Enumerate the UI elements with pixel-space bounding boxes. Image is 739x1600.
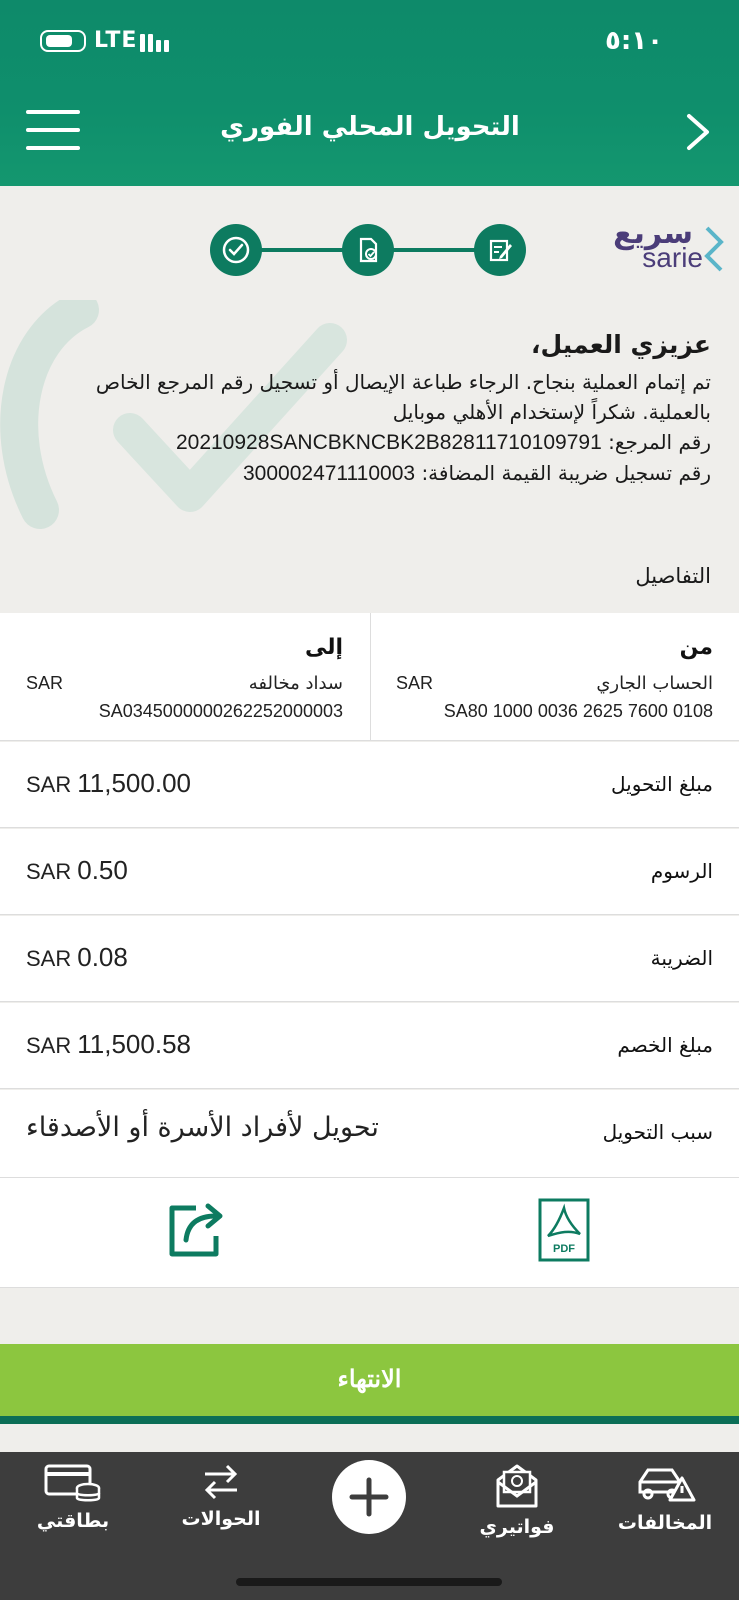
svg-text:PDF: PDF — [553, 1243, 575, 1255]
battery-icon — [40, 30, 86, 52]
document-check-icon — [342, 224, 394, 276]
message-line-2: بالعملية. شكراً لإستخدام الأهلي موبايل — [392, 400, 711, 424]
finish-strip — [0, 1416, 739, 1424]
menu-button[interactable] — [26, 110, 80, 152]
home-indicator[interactable] — [236, 1578, 502, 1586]
network-type: LTE — [94, 28, 138, 53]
status-bar — [0, 22, 739, 62]
fees-row: الرسوم SAR 0.50 — [0, 829, 739, 915]
share-button[interactable] — [166, 1200, 228, 1262]
signal-icon — [140, 30, 172, 52]
transfer-amount-row: مبلغ التحويل SAR 11,500.00 — [0, 742, 739, 828]
vat-number: رقم تسجيل ضريبة القيمة المضافة: 300002471110003 — [243, 461, 711, 485]
sarie-logo: سريع sarie — [623, 216, 725, 276]
nav-bills[interactable]: فواتيري — [452, 1462, 582, 1562]
clipboard-edit-icon — [474, 224, 526, 276]
tax-row: الضريبة SAR 0.08 — [0, 916, 739, 1002]
receipt-actions — [0, 1178, 739, 1288]
page-title: التحويل المحلي الفوري — [220, 112, 520, 142]
plus-icon — [332, 1460, 406, 1534]
debit-amount-row: مبلغ الخصم SAR 11,500.58 — [0, 1003, 739, 1089]
greeting: عزيزي العميل، — [530, 330, 711, 359]
share-icon — [166, 1200, 228, 1262]
car-warning-icon — [634, 1462, 696, 1506]
nav-violations[interactable]: المخالفات — [600, 1462, 730, 1562]
transfer-arrows-icon — [201, 1462, 241, 1502]
nav-cards[interactable]: بطاقتي — [8, 1462, 138, 1562]
to-account: إلى سداد مخالفه SAR SA0345000000262252000003 — [26, 635, 343, 721]
pdf-download-button[interactable] — [538, 1198, 590, 1262]
spacer — [0, 1424, 739, 1452]
status-time: ٥:١٠ — [604, 26, 663, 56]
check-circle-icon — [210, 224, 262, 276]
accounts-divider — [370, 613, 371, 741]
pdf-icon — [538, 1198, 590, 1262]
card-coins-icon — [44, 1462, 102, 1504]
app-header — [0, 0, 739, 186]
details-heading: التفاصيل — [635, 564, 711, 588]
nav-transfers[interactable]: الحوالات — [156, 1462, 286, 1562]
transfer-reason-row: سبب التحويل تحويل لأفراد الأسرة أو الأصدقاء — [0, 1090, 739, 1178]
chevron-right-icon — [683, 112, 713, 152]
progress-stepper — [210, 224, 530, 276]
success-message — [31, 330, 711, 489]
quick-action-button[interactable] — [332, 1460, 406, 1534]
bill-envelope-icon — [494, 1462, 540, 1510]
finish-button[interactable]: الانتهاء — [0, 1344, 739, 1416]
back-button[interactable] — [683, 112, 713, 152]
from-account: من الحساب الجاري SAR SA80 1000 0036 2625 7600 0108 — [396, 635, 713, 721]
message-line-1: تم إتمام العملية بنجاح. الرجاء طباعة الإيصال أو تسجيل رقم المرجع الخاص — [95, 370, 711, 394]
accounts-panel — [0, 613, 739, 741]
reference-number: رقم المرجع: 20210928SANCBKNCBK2B82811710109791 — [175, 430, 711, 454]
